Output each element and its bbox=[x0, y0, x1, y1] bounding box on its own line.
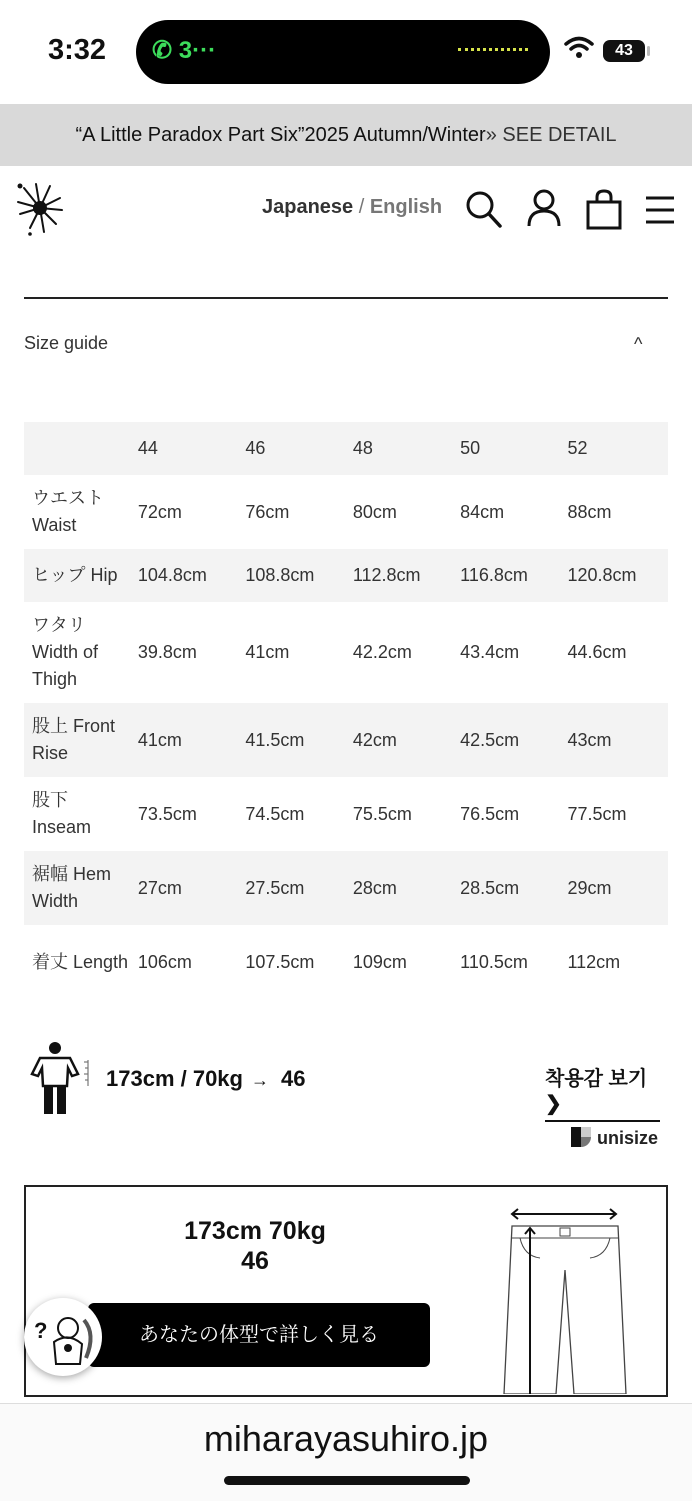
table-row bbox=[24, 851, 668, 925]
table-row bbox=[24, 777, 668, 851]
collapse-caret-icon[interactable]: ^ bbox=[634, 334, 643, 354]
call-label: 3··· bbox=[178, 37, 217, 64]
table-cell: 28.5cm bbox=[453, 851, 560, 925]
table-cell: 76.5cm bbox=[460, 803, 520, 824]
cart-bag-icon[interactable] bbox=[586, 188, 622, 230]
row-label: ウエスト Waist bbox=[32, 488, 104, 535]
wifi-icon bbox=[564, 36, 594, 60]
table-cell: 72cm bbox=[137, 501, 182, 522]
table-header-cell: 46 bbox=[238, 422, 346, 475]
pants-diagram-icon bbox=[498, 1200, 638, 1394]
table-cell: 120.8cm bbox=[560, 549, 668, 602]
table-header-cell: 44 bbox=[131, 422, 239, 475]
brand-logo-icon[interactable] bbox=[16, 180, 64, 238]
size-table bbox=[24, 422, 668, 999]
table-row bbox=[24, 925, 668, 999]
announcement-banner[interactable] bbox=[0, 104, 692, 166]
view-by-body-type-button[interactable]: あなたの体型で詳しく見る bbox=[88, 1303, 430, 1367]
menu-icon[interactable] bbox=[644, 194, 676, 226]
view-fit-label: 착용감 보기 bbox=[545, 1068, 648, 1090]
table-cell: 41cm bbox=[245, 642, 290, 662]
table-cell: 109cm bbox=[352, 951, 407, 972]
table-cell: 77.5cm bbox=[567, 803, 627, 824]
table-header-cell: 52 bbox=[560, 422, 668, 475]
table-cell: 28cm bbox=[346, 851, 453, 925]
table-cell: 74.5cm bbox=[245, 803, 305, 824]
see-detail-link[interactable]: » SEE DETAIL bbox=[485, 124, 617, 146]
fit-box-size: 46 bbox=[241, 1247, 269, 1275]
table-cell: 110.5cm bbox=[460, 951, 528, 972]
table-cell: 106cm bbox=[137, 951, 192, 972]
address-bar[interactable]: miharayasuhiro.jp bbox=[203, 1418, 489, 1459]
table-cell: 104.8cm bbox=[131, 549, 239, 602]
table-cell: 42.2cm bbox=[352, 642, 412, 662]
lang-japanese[interactable]: Japanese bbox=[262, 196, 354, 218]
unisize-label: unisize bbox=[597, 1128, 659, 1148]
table-header-cell: 48 bbox=[346, 422, 453, 475]
table-header-cell: 50 bbox=[453, 422, 560, 475]
row-label: 裾幅 Hem Width bbox=[24, 851, 131, 925]
table-cell: 43cm bbox=[560, 703, 668, 777]
table-cell: 73.5cm bbox=[137, 803, 197, 824]
size-guide-toggle[interactable]: Size guide bbox=[24, 333, 109, 353]
fit-box-measure: 173cm 70kg bbox=[184, 1217, 326, 1245]
unisize-logo-icon bbox=[570, 1126, 592, 1148]
table-cell: 80cm bbox=[352, 501, 397, 522]
table-cell: 112.8cm bbox=[346, 549, 453, 602]
battery-indicator: 43 bbox=[603, 40, 645, 62]
table-cell: 29cm bbox=[560, 851, 668, 925]
audio-waveform-icon bbox=[458, 48, 528, 54]
section-divider bbox=[24, 297, 668, 299]
lang-separator: / bbox=[353, 196, 370, 218]
table-cell: 27.5cm bbox=[238, 851, 346, 925]
table-row bbox=[24, 602, 668, 703]
table-cell: 43.4cm bbox=[460, 642, 520, 662]
fit-recommendation bbox=[106, 1066, 305, 1092]
table-cell: 27cm bbox=[131, 851, 239, 925]
view-fit-link[interactable] bbox=[545, 1062, 660, 1122]
table-row bbox=[24, 549, 668, 602]
row-label: ヒップ Hip bbox=[24, 549, 131, 602]
table-cell: 41.5cm bbox=[238, 703, 346, 777]
table-cell: 108.8cm bbox=[238, 549, 346, 602]
table-cell: 76cm bbox=[245, 501, 290, 522]
table-cell: 42cm bbox=[346, 703, 453, 777]
table-cell: 112cm bbox=[567, 951, 621, 972]
arrow-right-icon: → bbox=[250, 1070, 269, 1090]
row-label: 股上 Front Rise bbox=[24, 703, 131, 777]
table-cell: 116.8cm bbox=[453, 549, 560, 602]
home-indicator[interactable] bbox=[224, 1476, 470, 1485]
account-icon[interactable] bbox=[526, 188, 562, 230]
banner-text: “A Little Paradox Part Six”2025 Autumn/Winter bbox=[75, 124, 486, 146]
language-switcher[interactable] bbox=[262, 196, 442, 219]
call-indicator[interactable] bbox=[152, 36, 216, 65]
table-cell: 41cm bbox=[131, 703, 239, 777]
body-figure-icon bbox=[30, 1040, 94, 1116]
row-label: 着丈 Length bbox=[32, 951, 129, 972]
lang-english[interactable]: English bbox=[369, 196, 443, 218]
table-cell: 75.5cm bbox=[352, 803, 412, 824]
table-cell: 39.8cm bbox=[137, 642, 197, 662]
fit-measure: 173cm / 70kg bbox=[106, 1066, 243, 1091]
row-label: 股下 Inseam bbox=[32, 790, 92, 837]
search-icon[interactable] bbox=[464, 188, 504, 230]
table-cell: 88cm bbox=[567, 501, 612, 522]
avatar-question: ? bbox=[34, 1318, 48, 1343]
fit-box-summary bbox=[180, 1216, 330, 1276]
table-row bbox=[24, 703, 668, 777]
fit-size: 46 bbox=[280, 1066, 306, 1091]
table-cell: 44.6cm bbox=[567, 642, 627, 662]
table-header-cell bbox=[24, 422, 131, 475]
table-row bbox=[24, 475, 668, 549]
table-cell: 84cm bbox=[460, 501, 505, 522]
row-label: ワタリ Width of Thigh bbox=[32, 615, 99, 689]
table-header-row bbox=[24, 422, 668, 475]
table-cell: 42.5cm bbox=[453, 703, 560, 777]
fit-avatar-button[interactable] bbox=[24, 1298, 102, 1376]
chevron-right-icon: ❯ bbox=[545, 1093, 562, 1115]
phone-icon: ✆ bbox=[152, 37, 173, 64]
status-time: 3:32 bbox=[48, 34, 107, 66]
table-cell: 107.5cm bbox=[245, 951, 315, 972]
battery-tip bbox=[647, 46, 650, 56]
unisize-brand[interactable] bbox=[570, 1126, 658, 1149]
